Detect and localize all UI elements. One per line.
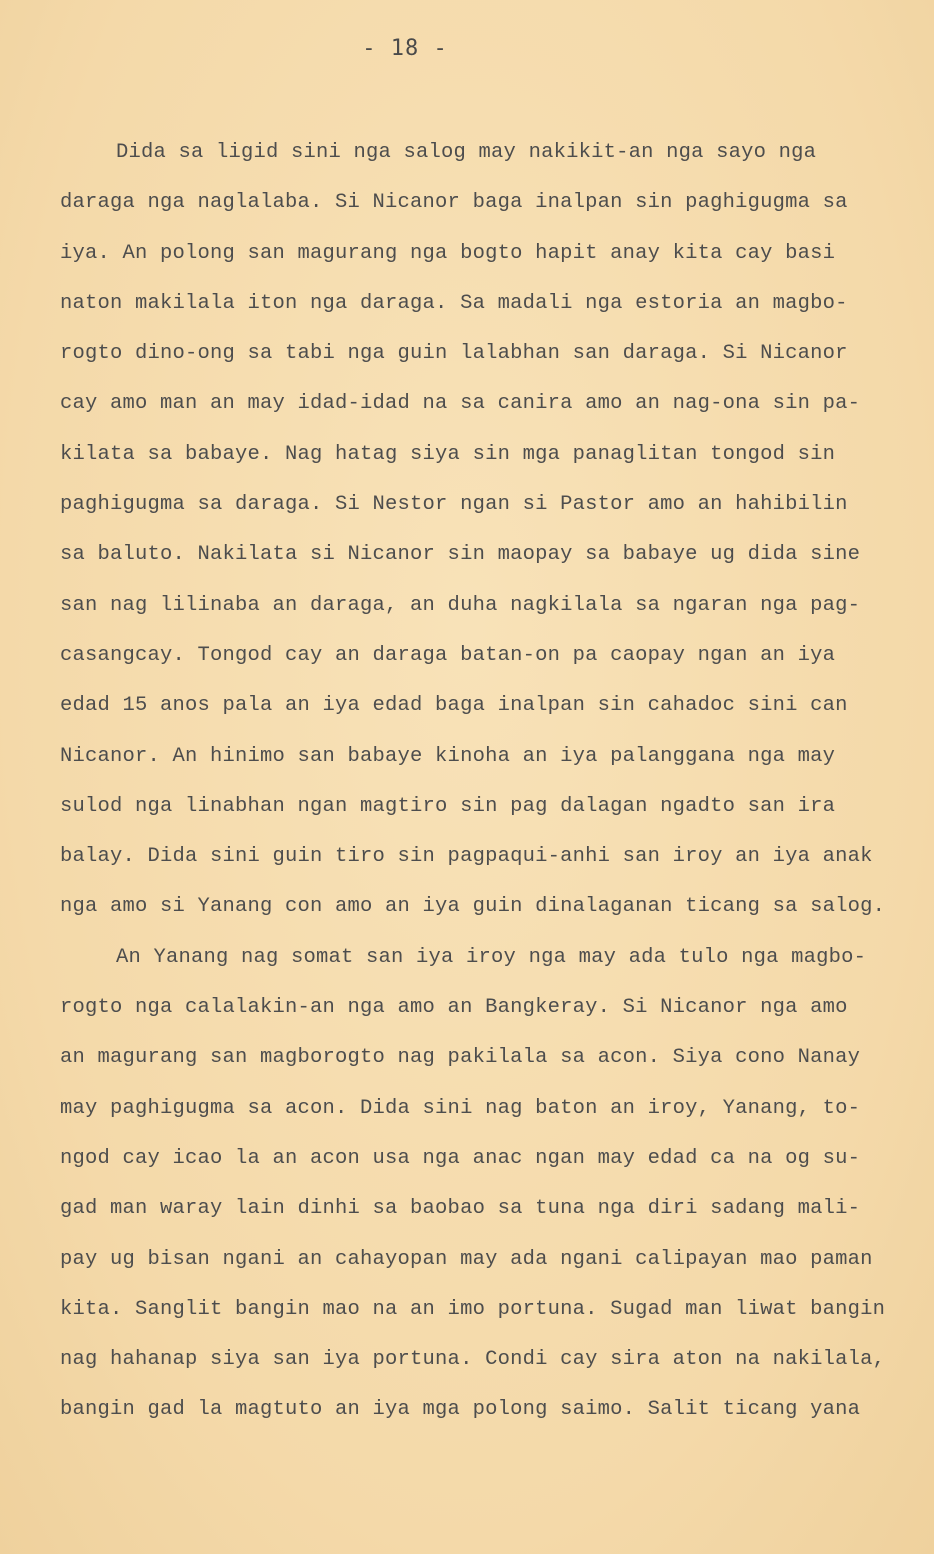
paragraph-2 [60,933,890,1436]
text-line: cay amo man an may idad-idad na sa canira amo an nag-ona sin pa- [60,392,861,416]
text-line: An Yanang nag somat san iya iroy nga may ada tulo nga magbo- [116,945,867,969]
body-text [60,128,890,1436]
paragraph-1 [60,128,890,933]
text-line: kilata sa babaye. Nag hatag siya sin mga panaglitan tongod sin [60,442,836,466]
text-line: gad man waray lain dinhi sa baobao sa tuna nga diri sadang mali- [60,1197,861,1221]
text-line: Nicanor. An hinimo san babaye kinoha an iya palanggana nga may [60,744,836,768]
text-line: edad 15 anos pala an iya edad baga inalpan sin cahadoc sini can [60,694,848,718]
text-line: pay ug bisan ngani an cahayopan may ada ngani calipayan mao paman [60,1247,873,1271]
text-line: balay. Dida sini guin tiro sin pagpaqui-anhi san iroy an iya anak [60,845,873,869]
text-line: bangin gad la magtuto an iya mga polong saimo. Salit ticang yana [60,1398,861,1422]
text-line: rogto dino-ong sa tabi nga guin lalabhan san daraga. Si Nicanor [60,342,848,366]
text-line: casangcay. Tongod cay an daraga batan-on pa caopay ngan an iya [60,643,836,667]
text-line: kita. Sanglit bangin mao na an imo portuna. Sugad man liwat bangin [60,1297,886,1321]
text-line: nga amo si Yanang con amo an iya guin dinalaganan ticang sa salog. [60,895,886,919]
text-line: san nag lilinaba an daraga, an duha nagkilala sa ngaran nga pag- [60,593,861,617]
text-line: naton makilala iton nga daraga. Sa madali nga estoria an magbo- [60,291,848,315]
text-line: iya. An polong san magurang nga bogto hapit anay kita cay basi [60,241,836,265]
text-line: an magurang san magborogto nag pakilala sa acon. Siya cono Nanay [60,1046,861,1070]
text-line: nag hahanap siya san iya portuna. Condi cay sira aton na nakilala, [60,1348,886,1372]
page-number: - 18 - [362,36,448,61]
text-line: paghigugma sa daraga. Si Nestor ngan si Pastor amo an hahibilin [60,493,848,517]
text-line: ngod cay icao la an acon usa nga anac ngan may edad ca na og su- [60,1146,861,1170]
text-line: Dida sa ligid sini nga salog may nakikit-an nga sayo nga [116,141,817,164]
text-line: rogto nga calalakin-an nga amo an Bangkeray. Si Nicanor nga amo [60,996,848,1020]
text-line: sulod nga linabhan ngan magtiro sin pag dalagan ngadto san ira [60,794,836,818]
text-line: may paghigugma sa acon. Dida sini nag baton an iroy, Yanang, to- [60,1096,861,1120]
text-line: sa baluto. Nakilata si Nicanor sin maopay sa babaye ug dida sine [60,543,861,567]
text-line: daraga nga naglalaba. Si Nicanor baga inalpan sin paghigugma sa [60,191,848,215]
